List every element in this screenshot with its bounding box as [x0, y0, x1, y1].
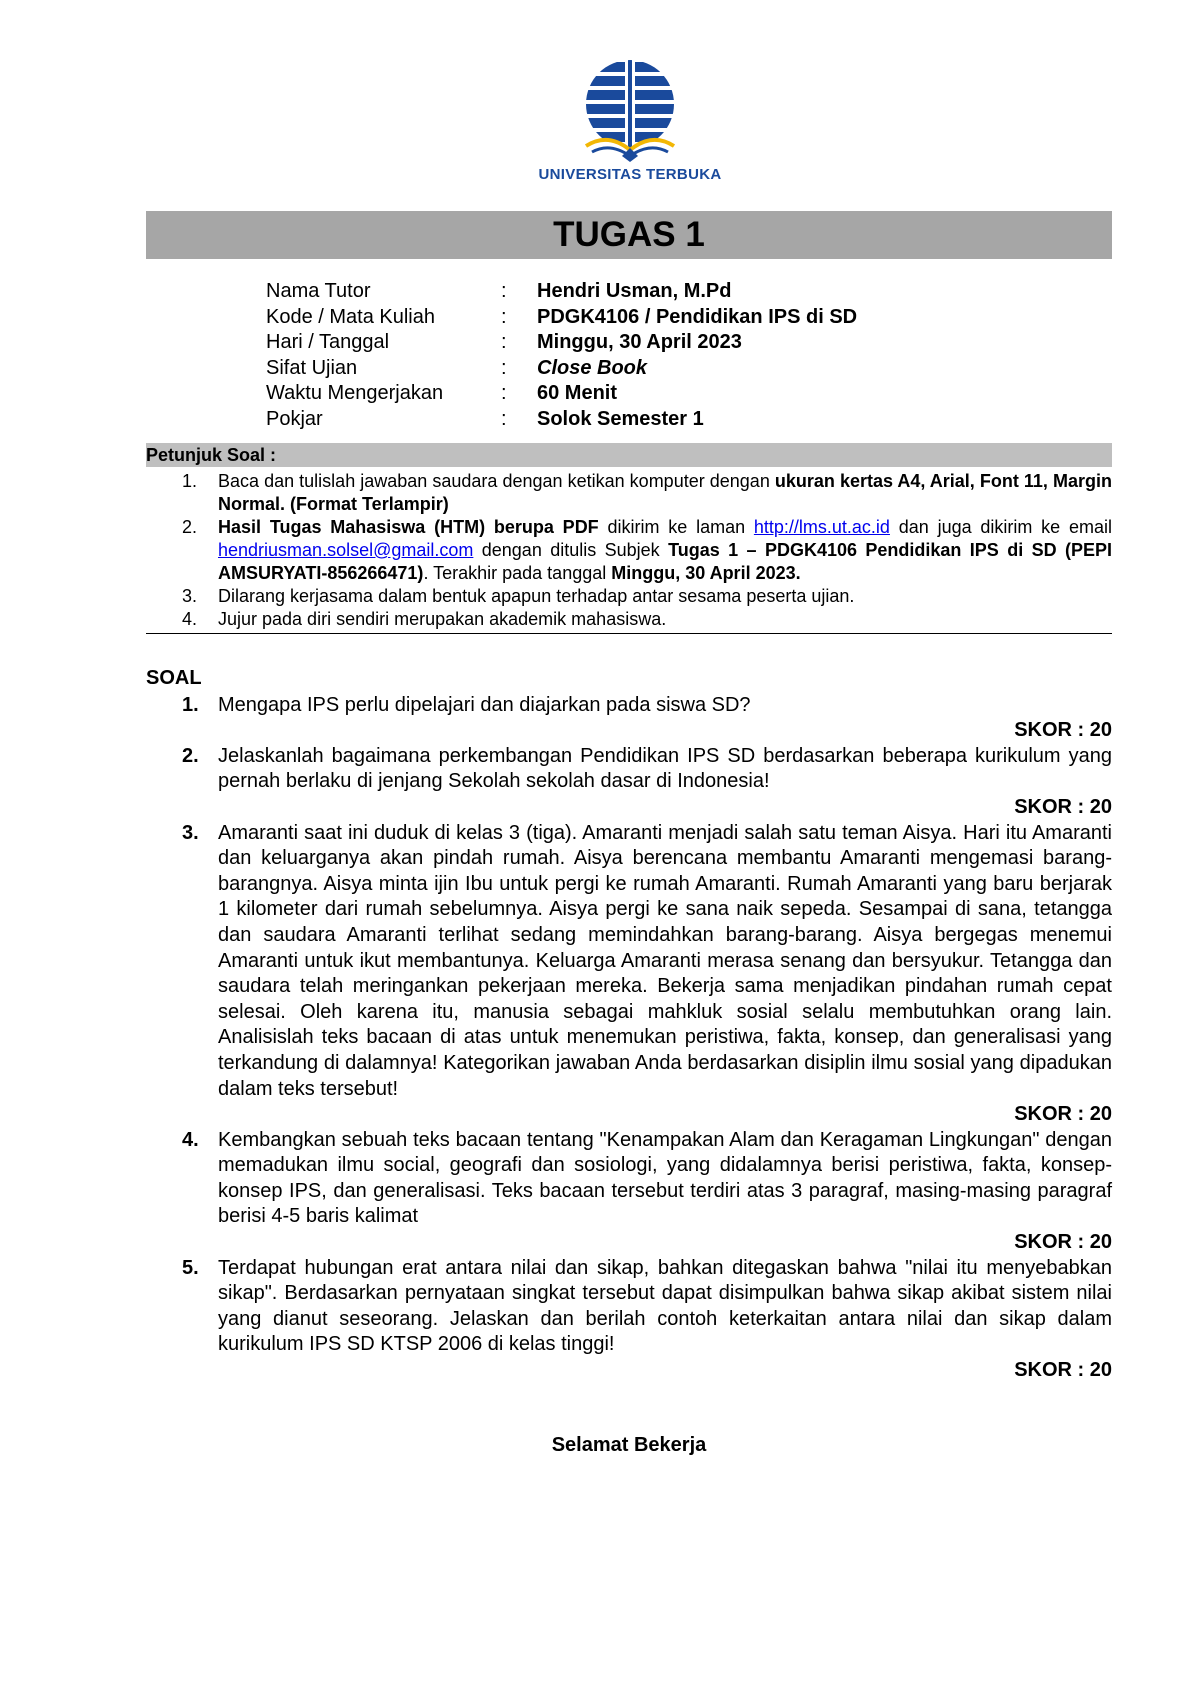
item-text: . Terakhir pada tanggal	[423, 563, 612, 583]
info-value: Solok Semester 1	[537, 407, 704, 430]
info-row	[266, 305, 857, 331]
lms-link[interactable]: http://lms.ut.ac.id	[753, 517, 890, 537]
university-logo	[527, 60, 733, 183]
info-label: Hari / Tanggal	[266, 331, 390, 354]
info-label: Waktu Mengerjakan	[266, 382, 444, 405]
list-item	[146, 585, 1112, 608]
item-text-bold: Tugas 1 – PDGK4106 Pendidikan IPS di SD (PEPI AMSURYATI-856266471)	[218, 540, 1113, 583]
info-label: Pokjar	[266, 407, 323, 430]
list-item	[146, 470, 1112, 516]
info-colon: :	[501, 407, 507, 430]
info-colon: :	[501, 382, 507, 405]
question-number: 2.	[182, 744, 199, 767]
ut-emblem-icon	[578, 60, 682, 164]
info-colon: :	[501, 356, 507, 379]
item-text: Dilarang kerjasama dalam bentuk apapun terhadap antar sesama peserta ujian.	[218, 586, 855, 606]
page-title: TUGAS 1	[146, 211, 1112, 259]
item-text: dengan ditulis Subjek	[473, 540, 669, 560]
questions-heading: SOAL	[146, 667, 202, 689]
logo-caption: UNIVERSITAS TERBUKA	[538, 166, 722, 183]
info-value: Minggu, 30 April 2023	[537, 331, 742, 354]
list-item	[146, 516, 1112, 585]
item-text: Baca dan tulislah jawaban saudara dengan ketikan komputer dengan	[218, 471, 775, 491]
info-colon: :	[501, 305, 507, 328]
info-row	[266, 356, 857, 382]
item-number: 4.	[182, 609, 198, 629]
item-text-bold: Minggu, 30 April 2023.	[611, 563, 801, 583]
item-text: dan juga dikirim ke email	[889, 517, 1112, 537]
info-row	[266, 381, 857, 407]
item-text-bold: ukuran kertas A4, Arial, Font 11, Margin Normal. (Format Terlampir)	[218, 471, 1112, 514]
info-value: Hendri Usman, M.Pd	[537, 280, 732, 302]
question-text: Kembangkan sebuah teks bacaan tentang "Kenampakan Alam dan Keragaman Lingkungan" dengan memadukan ilmu social, geografi dan sosiologi, yang didalamnya berisi peristiwa, fakta, konsep-konsep IPS, dan generalisasi. Teks bacaan tersebut terdiri atas 3 paragraf, masing-masing paragraf berisi 4-5 baris kalimat	[218, 1128, 1112, 1228]
question-score: SKOR : 20	[1014, 1359, 1112, 1382]
info-row	[266, 407, 857, 433]
info-label: Sifat Ujian	[266, 356, 358, 379]
item-text: Jujur pada diri sendiri merupakan akademik mahasiswa.	[218, 609, 667, 629]
item-number: 2.	[182, 517, 198, 537]
question-text: Mengapa IPS perlu dipelajari dan diajarkan pada siswa SD?	[218, 693, 751, 716]
info-row	[266, 279, 857, 305]
email-link[interactable]: hendriusman.solsel@gmail.com	[218, 540, 474, 560]
exam-info	[266, 279, 857, 433]
item-text-bold: Hasil Tugas Mahasiswa (HTM) berupa PDF	[218, 517, 599, 537]
info-value: 60 Menit	[537, 382, 618, 405]
item-number: 1.	[182, 471, 198, 491]
question-item	[146, 1128, 1112, 1230]
info-label: Nama Tutor	[266, 280, 371, 302]
info-value: Close Book	[537, 356, 648, 379]
info-label: Kode / Mata Kuliah	[266, 305, 435, 328]
instructions-list	[146, 470, 1112, 634]
item-number: 3.	[182, 586, 198, 606]
questions-section	[146, 666, 1112, 1384]
question-number: 4.	[182, 1128, 199, 1151]
info-value: PDGK4106 / Pendidikan IPS di SD	[537, 305, 858, 328]
question-score: SKOR : 20	[1014, 1231, 1112, 1254]
info-row	[266, 330, 857, 356]
closing-text: Selamat Bekerja	[551, 1434, 707, 1456]
question-item	[146, 1256, 1112, 1358]
question-number: 1.	[182, 693, 199, 716]
question-number: 3.	[182, 821, 199, 844]
question-score: SKOR : 20	[1014, 795, 1112, 818]
question-text: Terdapat hubungan erat antara nilai dan sikap, bahkan ditegaskan bahwa "nilai itu menyebabkan sikap". Berdasarkan pernyataan singkat tersebut dapat disimpulkan bahwa sikap akibat sistem nilai yang dianut seseorang. Jelaskan dan berilah contoh keterkaitan antara nilai dan sikap dalam kurikulum IPS SD KTSP 2006 di kelas tinggi!	[218, 1256, 1112, 1356]
question-text: Jelaskanlah bagaimana perkembangan Pendidikan IPS SD berdasarkan beberapa kurikulum yang pernah berlaku di jenjang Sekolah sekolah dasar di Indonesia!	[218, 744, 1112, 793]
question-number: 5.	[182, 1256, 199, 1279]
info-colon: :	[501, 331, 507, 354]
list-item	[146, 608, 1112, 631]
question-item	[146, 693, 1112, 719]
item-text: dikirim ke laman	[598, 517, 754, 537]
info-colon: :	[501, 280, 507, 302]
question-item	[146, 744, 1112, 795]
instructions-heading: Petunjuk Soal :	[146, 443, 1112, 467]
question-score: SKOR : 20	[1014, 1103, 1112, 1126]
divider	[146, 633, 1112, 634]
question-score: SKOR : 20	[1014, 719, 1112, 742]
question-text: Amaranti saat ini duduk di kelas 3 (tiga). Amaranti menjadi salah satu teman Aisya. Hari itu Amaranti dan keluarganya akan pindah rumah. Aisya berencana membantu Amaranti mengemasi barang-barangnya. Aisya minta ijin Ibu untuk pergi ke rumah Amaranti. Rumah Amaranti yang baru berjarak 1 kilometer dari rumah sebelumnya. Aisya pergi ke sana naik sepeda. Sesampai di sana, tetangga dan saudara Amaranti terlihat sedang memindahkan barang-barang. Aisya bergegas menemui Amaranti untuk ikut membantunya. Keluarga Amaranti merasa senang dan bersyukur. Tetangga dan saudara telah meringankan pekerjaan mereka. Bekerja sama menjadikan pindahan rumah cepat selesai. Oleh karena itu, manusia sebagai mahkluk sosial selalu membutuhkan orang lain. Analisislah teks bacaan di atas untuk menemukan peristiwa, fakta, konsep, dan generalisasi yang terkandung di dalamnya! Kategorikan jawaban Anda berdasarkan disiplin ilmu sosial yang dipadukan dalam teks tersebut!	[218, 821, 1112, 1100]
question-item	[146, 821, 1112, 1103]
